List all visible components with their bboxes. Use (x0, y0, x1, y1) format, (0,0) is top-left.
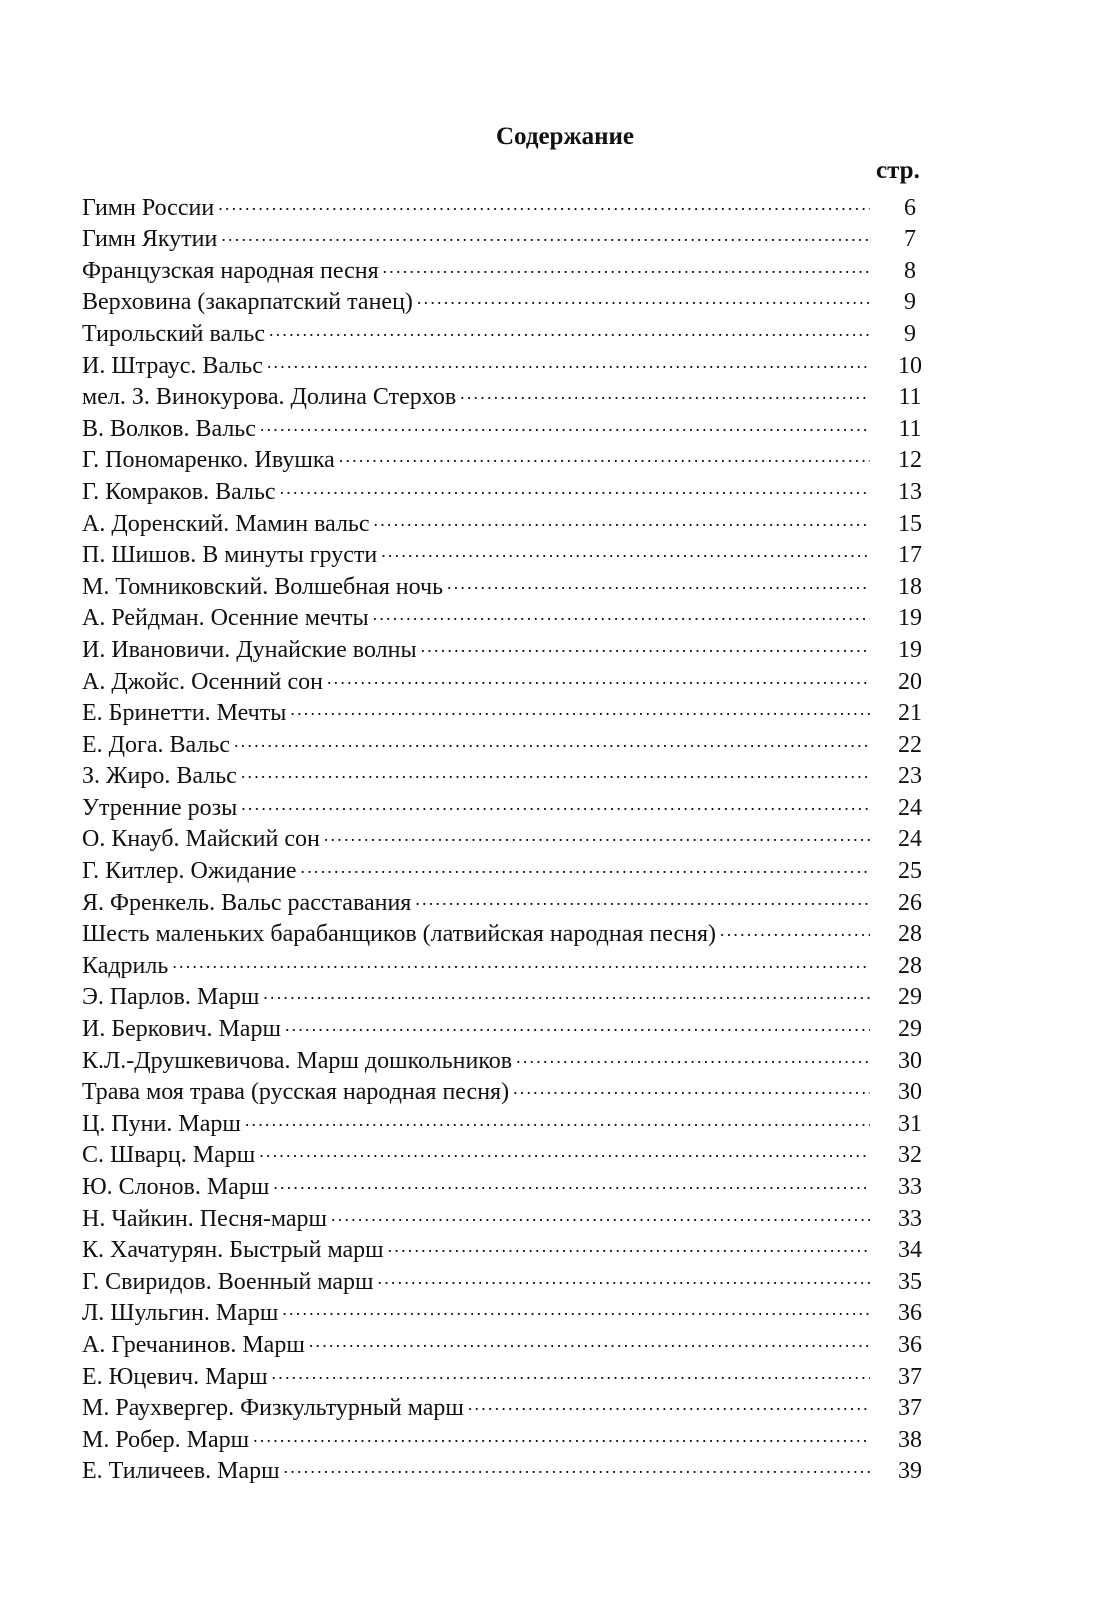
toc-entry-title: И. Ивановичи. Дунайские волны (82, 636, 417, 663)
toc-entry-page-number: 36 (898, 1331, 922, 1358)
toc-entry-title: Е. Юцевич. Марш (82, 1363, 268, 1390)
toc-entry-title: В. Волков. Вальс (82, 415, 256, 442)
toc-entry-page-number: 8 (904, 257, 916, 284)
toc-entry-title: Ю. Слонов. Марш (82, 1174, 270, 1200)
toc-entry-title: Н. Чайкин. Песня-марш (82, 1205, 328, 1232)
toc-entry-page-number: 11 (898, 384, 922, 411)
toc-entry-page-number: 29 (898, 984, 922, 1011)
dot-leader (327, 657, 870, 689)
dot-leader (272, 1352, 870, 1384)
dot-leader (378, 1257, 870, 1289)
toc-entry-title: А. Доренский. Мамин вальс (82, 510, 370, 537)
dot-leader (253, 1415, 870, 1447)
toc-entry-title: О. Кнауб. Майский сон (82, 826, 320, 853)
toc-entry-title: К.Л.-Друшкевичова. Марш дошкольников (82, 1047, 513, 1074)
toc-entry-title: Трава моя трава (русская народная песня) (82, 1079, 510, 1106)
toc-entry-title: Гимн России (82, 194, 215, 221)
toc-entry-title: М. Томниковский. Волшебная ночь (82, 573, 444, 600)
toc-entry-page-number: 22 (898, 731, 922, 758)
toc-entry-title: Утренние розы (82, 794, 238, 821)
toc-entry-page-number: 28 (898, 952, 922, 979)
toc-entry (82, 941, 932, 979)
toc-entry-title: М. Раухвергер. Физкультурный марш (82, 1395, 464, 1422)
dot-leader (381, 531, 870, 563)
toc-entry-page-number: 29 (898, 1016, 922, 1043)
toc-entry-page-number: 36 (898, 1300, 922, 1327)
toc-entry-title: Тирольский вальс (82, 320, 265, 347)
toc-entry-title: И. Штраус. Вальс (82, 352, 263, 379)
dot-leader (513, 1068, 870, 1100)
toc-entry-page-number: 33 (898, 1205, 922, 1232)
dot-leader (720, 910, 870, 942)
toc-entry-page-number: 6 (904, 194, 916, 221)
dot-leader (324, 815, 870, 847)
toc-entry-title: Г. Китлер. Ожидание (82, 858, 297, 885)
toc-entry-page-number: 32 (898, 1142, 922, 1169)
dot-leader (468, 1384, 870, 1416)
toc-entry-title: Французская народная песня (82, 257, 379, 284)
toc-entry (82, 973, 932, 1011)
toc-entry-page-number: 34 (898, 1237, 922, 1264)
toc-entry-page-number: 20 (898, 668, 922, 695)
dot-leader (259, 1131, 870, 1163)
dot-leader (273, 1162, 870, 1194)
dot-leader (267, 341, 870, 373)
toc-entry-title: Г. Свиридов. Военный марш (82, 1268, 374, 1295)
toc-entry-page-number: 38 (898, 1426, 922, 1453)
toc-list (82, 183, 932, 1485)
toc-entry (82, 183, 932, 221)
toc-entry-page-number: 25 (898, 858, 922, 885)
toc-entry-title: А. Гречанинов. Марш (82, 1331, 305, 1358)
dot-leader (241, 752, 870, 784)
toc-entry-title: Е. Бринетти. Мечты (82, 700, 287, 727)
dot-leader (282, 1289, 870, 1321)
toc-entry-title: Кадриль (82, 952, 169, 979)
toc-entry-page-number: 33 (898, 1174, 922, 1200)
dot-leader (172, 941, 870, 973)
toc-entry-title: Гимн Якутии (82, 226, 218, 253)
toc-entry-page-number: 18 (898, 573, 922, 600)
toc-entry-page-number: 10 (898, 352, 922, 379)
toc-entry-page-number: 19 (898, 605, 922, 632)
toc-entry-title: И. Беркович. Марш (82, 1016, 281, 1043)
dot-leader (331, 1194, 870, 1226)
toc-entry-page-number: 37 (898, 1395, 922, 1422)
toc-entry-page-number: 39 (898, 1458, 922, 1485)
toc-entry-page-number: 9 (904, 289, 916, 316)
dot-leader (218, 183, 870, 215)
toc-entry-page-number: 37 (898, 1363, 922, 1390)
toc-entry-page-number: 19 (898, 636, 922, 663)
dot-leader (383, 246, 870, 278)
dot-leader (260, 404, 870, 436)
toc-entry-page-number: 30 (898, 1079, 922, 1106)
toc-entry-title: К. Хачатурян. Быстрый марш (82, 1237, 384, 1264)
toc-entry-page-number: 12 (898, 447, 922, 474)
toc-entry-title: Г. Пономаренко. Ивушка (82, 447, 335, 474)
toc-entry-page-number: 31 (898, 1110, 922, 1137)
toc-entry-title: Э. Парлов. Марш (82, 984, 260, 1011)
toc-entry-title: Е. Дога. Вальс (82, 731, 230, 758)
dot-leader (373, 594, 870, 626)
dot-leader (309, 1320, 870, 1352)
toc-entry-title: Е. Тиличеев. Марш (82, 1458, 280, 1485)
page-title: Содержание (495, 123, 634, 150)
toc-entry-title: З. Жиро. Вальс (82, 763, 237, 790)
toc-entry-page-number: 13 (898, 478, 922, 505)
toc-entry-title: Я. Френкель. Вальс расставания (82, 889, 412, 916)
toc-entry-title: мел. З. Винокурова. Долина Стерхов (82, 384, 457, 411)
dot-leader (421, 625, 870, 657)
dot-leader (301, 846, 871, 878)
toc-entry-page-number: 35 (898, 1268, 922, 1295)
toc-entry-title: Верховина (закарпатский танец) (82, 289, 413, 316)
toc-entry-page-number: 26 (898, 889, 922, 916)
dot-leader (290, 689, 870, 721)
dot-leader (388, 1226, 870, 1258)
toc-entry-page-number: 11 (898, 415, 922, 442)
toc-entry-title: Шесть маленьких барабанщиков (латвийская народная песня) (82, 921, 716, 948)
dot-leader (221, 215, 870, 247)
dot-leader (284, 1447, 870, 1479)
toc-entry-title: А. Рейдман. Осенние мечты (82, 605, 369, 632)
dot-leader (415, 878, 870, 910)
dot-leader (374, 499, 870, 531)
toc-entry-page-number: 24 (898, 794, 922, 821)
dot-leader (285, 1004, 870, 1036)
dot-leader (269, 309, 870, 341)
toc-entry-title: Ц. Пуни. Марш (82, 1110, 241, 1137)
dot-leader (241, 783, 870, 815)
toc-entry-page-number: 30 (898, 1047, 922, 1074)
toc-entry-title: М. Робер. Марш (82, 1426, 250, 1453)
dot-leader (339, 436, 870, 468)
dot-leader (516, 1036, 870, 1068)
dot-leader (447, 562, 870, 594)
toc-entry-page-number: 17 (898, 542, 922, 569)
toc-entry-page-number: 9 (904, 320, 916, 347)
dot-leader (460, 373, 870, 405)
toc-entry-title: С. Шварц. Марш (82, 1142, 256, 1169)
dot-leader (245, 1099, 870, 1131)
toc-entry-title: Г. Комраков. Вальс (82, 478, 276, 505)
toc-entry-title: Л. Шульгин. Марш (82, 1300, 279, 1327)
toc-entry-page-number: 21 (898, 700, 922, 727)
page-column-header: стр. (876, 157, 920, 184)
toc-entry-page-number: 15 (898, 510, 922, 537)
toc-entry-page-number: 23 (898, 763, 922, 790)
dot-leader (417, 278, 870, 310)
toc-entry-page-number: 7 (904, 226, 916, 253)
toc-entry-page-number: 28 (898, 921, 922, 948)
dot-leader (234, 720, 870, 752)
toc-entry-title: А. Джойс. Осенний сон (82, 668, 323, 695)
dot-leader (280, 467, 870, 499)
toc-entry-page-number: 24 (898, 826, 922, 853)
toc-entry-title: П. Шишов. В минуты грусти (82, 542, 378, 569)
dot-leader (263, 973, 870, 1005)
